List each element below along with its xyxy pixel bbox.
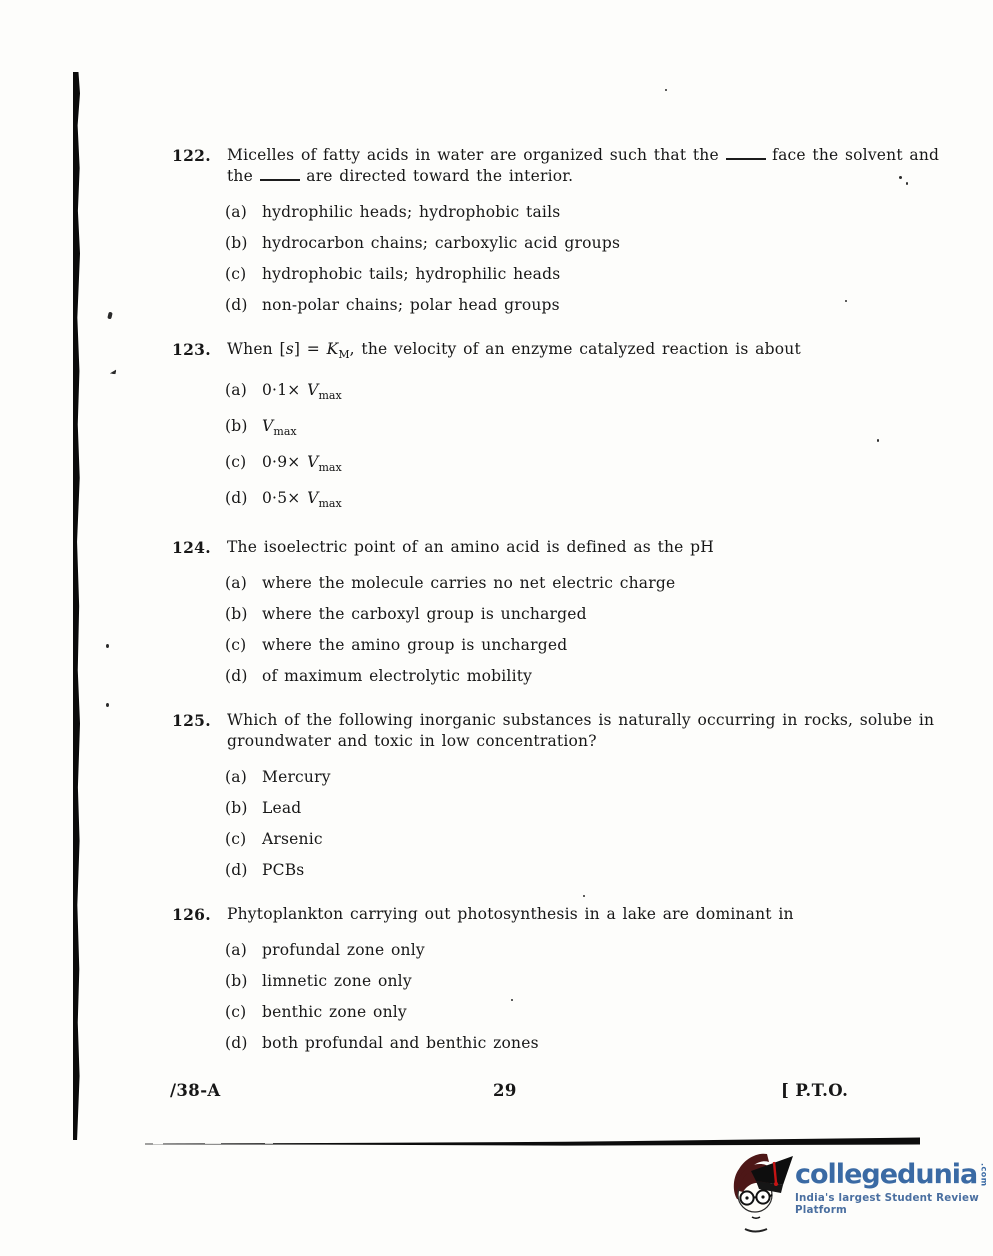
text-segment: non-polar chains; polar head groups bbox=[262, 296, 560, 314]
question-text-line bbox=[227, 537, 912, 558]
text-segment: Mercury bbox=[262, 768, 331, 786]
text-segment: 0·5× bbox=[262, 489, 308, 507]
scan-speck bbox=[110, 369, 117, 375]
question-text-line bbox=[227, 339, 912, 365]
booklet-code: /38-A bbox=[170, 1081, 221, 1100]
option-text bbox=[262, 380, 342, 406]
option-text bbox=[262, 264, 560, 285]
text-segment: , the velocity of an enzyme catalyzed reaction is about bbox=[349, 340, 801, 358]
question-text-line bbox=[227, 731, 934, 752]
scan-speck bbox=[899, 176, 902, 179]
option-124-c bbox=[225, 635, 912, 656]
option-text bbox=[262, 233, 620, 254]
option-126-c bbox=[225, 1002, 912, 1023]
option-123-d bbox=[225, 488, 912, 514]
text-segment: where the amino group is uncharged bbox=[262, 636, 568, 654]
text-segment: the bbox=[227, 167, 260, 185]
option-126-a bbox=[225, 940, 912, 961]
option-text bbox=[262, 488, 342, 514]
option-text bbox=[262, 416, 297, 442]
option-125-c bbox=[225, 829, 912, 850]
text-segment: Which of the following inorganic substances is naturally occurring in rocks, solube in bbox=[227, 711, 935, 729]
text-segment: s bbox=[285, 340, 294, 358]
option-letter: (d) bbox=[225, 489, 248, 507]
option-text bbox=[262, 635, 567, 656]
option-124-b bbox=[225, 604, 912, 625]
text-segment: where the carboxyl group is uncharged bbox=[262, 605, 587, 623]
page-number: 29 bbox=[493, 1081, 517, 1100]
option-letter: (c) bbox=[225, 453, 247, 471]
text-segment: of maximum electrolytic mobility bbox=[262, 667, 533, 685]
text-segment: hydrocarbon chains; carboxylic acid groups bbox=[262, 234, 621, 252]
option-text bbox=[262, 860, 304, 881]
option-125-b bbox=[225, 798, 912, 819]
question-number: 125. bbox=[172, 711, 211, 730]
text-segment: where the molecule carries no net electric charge bbox=[262, 574, 676, 592]
text-segment: Phytoplankton carrying out photosynthesis in a lake are dominant in bbox=[227, 905, 794, 923]
option-letter: (a) bbox=[225, 574, 247, 592]
scan-speck bbox=[665, 89, 667, 91]
page-bottom-edge-line bbox=[145, 1136, 925, 1150]
text-segment: both profundal and benthic zones bbox=[262, 1034, 539, 1052]
option-text bbox=[262, 829, 323, 850]
option-letter: (c) bbox=[225, 830, 247, 848]
fill-in-blank bbox=[260, 167, 300, 181]
question-number: 126. bbox=[172, 905, 211, 924]
question-123 bbox=[172, 339, 912, 514]
option-text bbox=[262, 971, 412, 992]
question-124 bbox=[172, 537, 912, 687]
fill-in-blank bbox=[726, 146, 766, 160]
option-letter: (b) bbox=[225, 799, 248, 817]
option-122-b bbox=[225, 233, 912, 254]
scan-speck bbox=[906, 182, 908, 185]
scan-speck bbox=[106, 703, 109, 707]
text-segment: M bbox=[338, 348, 350, 361]
option-text bbox=[262, 1033, 539, 1054]
collegedunia-logo[interactable] bbox=[731, 1149, 987, 1249]
option-text bbox=[262, 295, 560, 316]
option-124-a bbox=[225, 573, 912, 594]
text-segment: benthic zone only bbox=[262, 1003, 407, 1021]
question-number: 124. bbox=[172, 538, 211, 557]
text-segment: groundwater and toxic in low concentration? bbox=[227, 732, 597, 750]
text-segment: max bbox=[273, 425, 297, 438]
scan-speck bbox=[511, 999, 513, 1001]
scan-speck bbox=[845, 300, 847, 302]
option-123-c bbox=[225, 452, 912, 478]
text-segment: max bbox=[318, 497, 342, 510]
pto-label: [ P.T.O. bbox=[781, 1081, 849, 1100]
text-segment: K bbox=[326, 340, 339, 358]
brand-tagline: India's largest Student Review Platform bbox=[795, 1192, 979, 1216]
text-segment: limnetic zone only bbox=[262, 972, 412, 990]
text-segment: hydrophilic heads; hydrophobic tails bbox=[262, 203, 561, 221]
question-text-line bbox=[227, 904, 912, 925]
option-125-a bbox=[225, 767, 912, 788]
question-122 bbox=[172, 145, 940, 316]
text-segment: profundal zone only bbox=[262, 941, 425, 959]
scan-speck bbox=[107, 312, 113, 320]
text-segment: face the solvent and bbox=[765, 146, 940, 164]
option-126-d bbox=[225, 1033, 912, 1054]
text-segment: max bbox=[318, 389, 342, 402]
text-segment: 0·9× bbox=[262, 453, 308, 471]
option-text bbox=[262, 940, 425, 961]
text-segment: The isoelectric point of an amino acid is defined as the pH bbox=[227, 538, 715, 556]
questions-container bbox=[172, 145, 940, 1077]
option-letter: (b) bbox=[225, 605, 248, 623]
text-segment: V bbox=[262, 417, 274, 435]
option-123-a bbox=[225, 380, 912, 406]
option-letter: (a) bbox=[225, 941, 247, 959]
scan-edge-bar bbox=[73, 72, 80, 1140]
text-segment: ] = bbox=[293, 340, 327, 358]
option-text bbox=[262, 452, 342, 478]
logo-com-suffix: .com bbox=[979, 1163, 989, 1187]
question-number: 122. bbox=[172, 146, 211, 165]
question-text-line bbox=[227, 710, 934, 731]
option-letter: (a) bbox=[225, 768, 247, 786]
scan-speck bbox=[877, 439, 879, 442]
option-letter: (c) bbox=[225, 265, 247, 283]
text-segment: V bbox=[307, 489, 319, 507]
option-126-b bbox=[225, 971, 912, 992]
option-letter: (b) bbox=[225, 234, 248, 252]
text-segment: max bbox=[318, 461, 342, 474]
option-letter: (d) bbox=[225, 296, 248, 314]
option-letter: (d) bbox=[225, 861, 248, 879]
option-text bbox=[262, 1002, 407, 1023]
text-segment: V bbox=[307, 381, 319, 399]
scan-speck bbox=[583, 895, 585, 897]
option-letter: (c) bbox=[225, 636, 247, 654]
option-letter: (d) bbox=[225, 667, 248, 685]
text-segment: PCBs bbox=[262, 861, 305, 879]
option-125-d bbox=[225, 860, 912, 881]
option-122-c bbox=[225, 264, 912, 285]
question-text-line bbox=[227, 145, 939, 166]
option-letter: (b) bbox=[225, 972, 248, 990]
option-letter: (a) bbox=[225, 381, 247, 399]
text-segment: V bbox=[307, 453, 319, 471]
text-segment: Lead bbox=[262, 799, 302, 817]
text-segment: are directed toward the interior. bbox=[299, 167, 574, 185]
text-segment: When [ bbox=[227, 340, 286, 358]
option-text bbox=[262, 666, 532, 687]
option-letter: (c) bbox=[225, 1003, 247, 1021]
question-number: 123. bbox=[172, 340, 211, 359]
option-text bbox=[262, 604, 587, 625]
question-125 bbox=[172, 710, 935, 881]
option-text bbox=[262, 202, 560, 223]
scan-speck bbox=[106, 644, 109, 648]
option-text bbox=[262, 798, 301, 819]
option-letter: (d) bbox=[225, 1034, 248, 1052]
option-123-b bbox=[225, 416, 912, 442]
option-letter: (a) bbox=[225, 203, 247, 221]
question-126 bbox=[172, 904, 912, 1054]
text-segment: hydrophobic tails; hydrophilic heads bbox=[262, 265, 561, 283]
collegedunia-mascot-icon bbox=[731, 1149, 795, 1241]
question-text-line bbox=[227, 166, 939, 187]
option-text bbox=[262, 573, 675, 594]
option-124-d bbox=[225, 666, 912, 687]
option-letter: (b) bbox=[225, 417, 248, 435]
text-segment: Arsenic bbox=[262, 830, 323, 848]
collegedunia-wordmark: collegedunia bbox=[795, 1159, 978, 1190]
text-segment: 0·1× bbox=[262, 381, 308, 399]
option-text bbox=[262, 767, 331, 788]
option-122-d bbox=[225, 295, 912, 316]
text-segment: Micelles of fatty acids in water are organized such that the bbox=[227, 146, 726, 164]
option-122-a bbox=[225, 202, 912, 223]
